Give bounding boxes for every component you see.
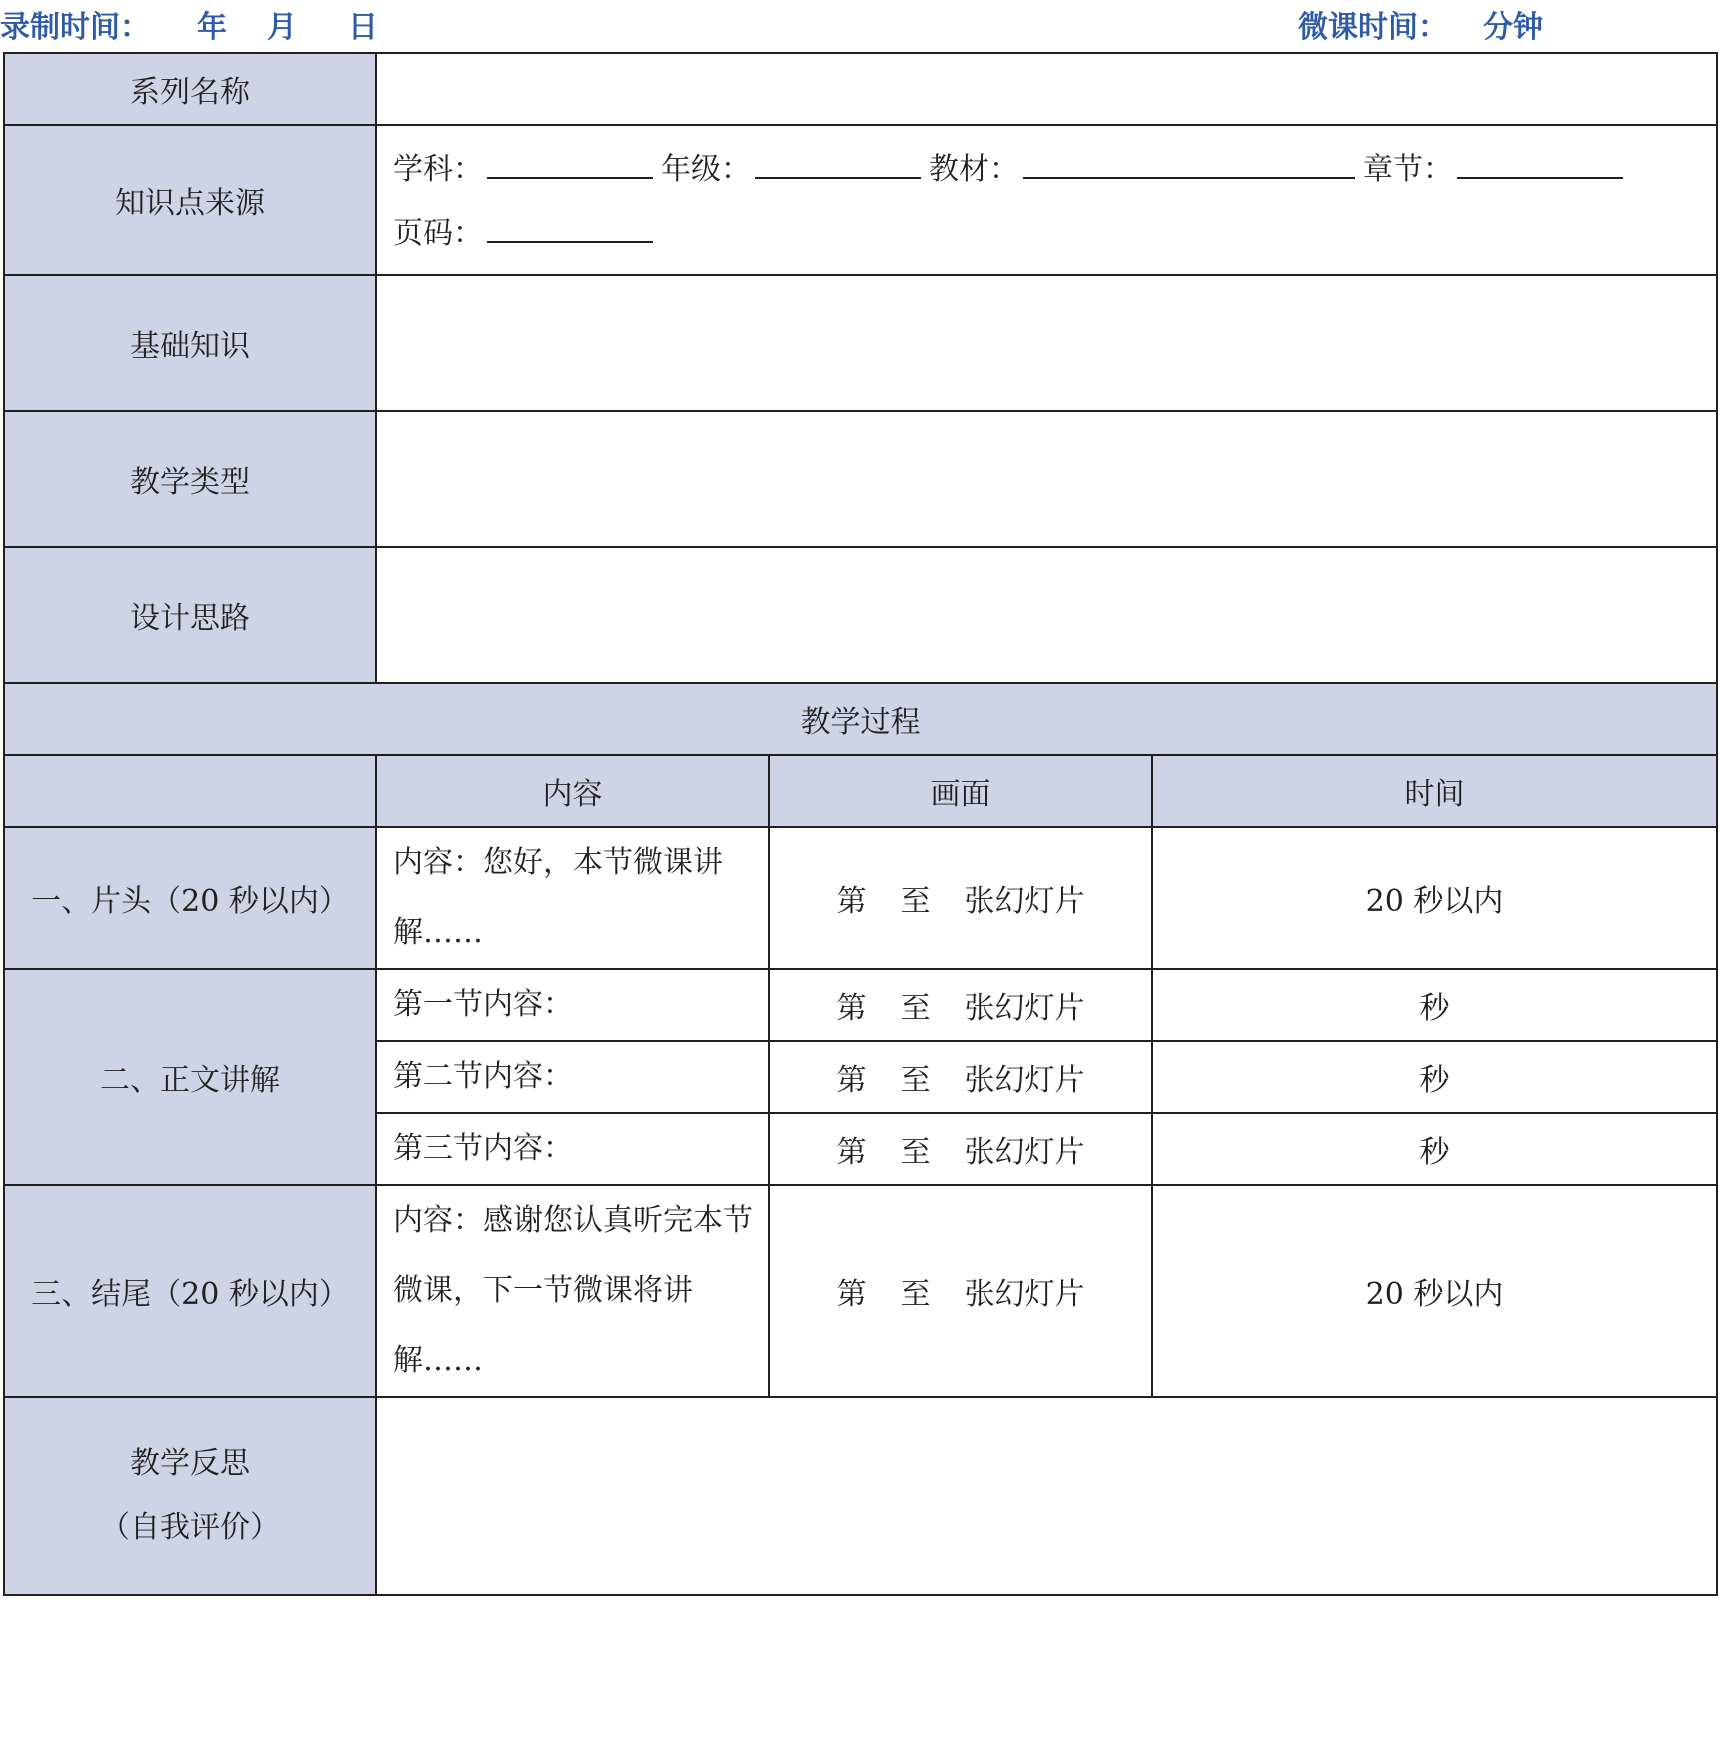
reflection-field[interactable]: [376, 1397, 1717, 1595]
micro-lesson-form: [3, 52, 1718, 1596]
ending-label: 三、结尾（20 秒以内）: [4, 1185, 376, 1397]
grade-blank[interactable]: [755, 153, 921, 179]
page-label: 页码：: [393, 216, 483, 251]
section-1-time: 秒: [1152, 969, 1717, 1041]
section-2-time: 秒: [1152, 1041, 1717, 1113]
subject-blank[interactable]: [487, 153, 653, 179]
series-name-label: 系列名称: [4, 53, 376, 125]
design-idea-field[interactable]: [376, 547, 1717, 683]
slide-to-word: 至: [900, 991, 931, 1026]
textbook-label: 教材：: [929, 152, 1019, 187]
section-3-time: 秒: [1152, 1113, 1717, 1185]
slide-first-word: 第: [836, 1277, 867, 1312]
micro-time-label: 微课时间：: [1298, 10, 1448, 45]
opening-content: 内容：您好，本节微课讲解……: [376, 827, 769, 969]
slide-to-word: 至: [900, 1135, 931, 1170]
slide-first-word: 第: [836, 884, 867, 919]
slide-tail-word: 张幻灯片: [964, 1277, 1085, 1312]
design-idea-label: 设计思路: [4, 547, 376, 683]
page-blank[interactable]: [487, 217, 653, 243]
section-3-content: 第三节内容：: [376, 1113, 769, 1185]
ending-time: 20 秒以内: [1152, 1185, 1717, 1397]
section-2-slides: [769, 1041, 1152, 1113]
teaching-type-label: 教学类型: [4, 411, 376, 547]
slide-tail-word: 张幻灯片: [964, 884, 1085, 919]
record-time-label: 录制时间：: [0, 10, 150, 45]
basic-knowledge-field[interactable]: [376, 275, 1717, 411]
basic-knowledge-label: 基础知识: [4, 275, 376, 411]
col-content-header: 内容: [376, 755, 769, 827]
col-picture-header: 画面: [769, 755, 1152, 827]
slide-first-word: 第: [836, 1135, 867, 1170]
chapter-label: 章节：: [1363, 152, 1453, 187]
reflection-title: 教学反思: [130, 1446, 250, 1481]
slide-tail-word: 张幻灯片: [964, 1063, 1085, 1098]
record-year: 年: [197, 10, 227, 45]
knowledge-source-field: [376, 125, 1717, 275]
body-label: 二、正文讲解: [4, 969, 376, 1185]
textbook-blank[interactable]: [1023, 153, 1355, 179]
col-time-header: 时间: [1152, 755, 1717, 827]
section-1-slides: [769, 969, 1152, 1041]
slide-tail-word: 张幻灯片: [964, 991, 1085, 1026]
ending-content: 内容：感谢您认真听完本节微课，下一节微课将讲解……: [376, 1185, 769, 1397]
reflection-subtitle: （自我评价）: [100, 1510, 280, 1545]
section-2-content: 第二节内容：: [376, 1041, 769, 1113]
micro-minutes: 分钟: [1483, 10, 1543, 45]
knowledge-source-label: 知识点来源: [4, 125, 376, 275]
chapter-blank[interactable]: [1457, 153, 1623, 179]
record-day: 日: [348, 10, 378, 45]
slide-to-word: 至: [900, 1063, 931, 1098]
ending-slides: [769, 1185, 1152, 1397]
slide-first-word: 第: [836, 1063, 867, 1098]
series-name-field[interactable]: [376, 53, 1717, 125]
slide-to-word: 至: [900, 1277, 931, 1312]
section-1-content: 第一节内容：: [376, 969, 769, 1041]
grade-label: 年级：: [661, 152, 751, 187]
section-3-slides: [769, 1113, 1152, 1185]
slide-first-word: 第: [836, 991, 867, 1026]
teaching-type-field[interactable]: [376, 411, 1717, 547]
source-line-2: [393, 208, 661, 252]
opening-time: 20 秒以内: [1152, 827, 1717, 969]
subject-label: 学科：: [393, 152, 483, 187]
teaching-process-heading: 教学过程: [4, 683, 1717, 755]
reflection-label: [4, 1397, 376, 1595]
form-header: [0, 0, 1720, 52]
process-corner-cell: [4, 755, 376, 827]
slide-to-word: 至: [900, 884, 931, 919]
slide-tail-word: 张幻灯片: [964, 1135, 1085, 1170]
record-month: 月: [267, 10, 297, 45]
opening-label: 一、片头（20 秒以内）: [4, 827, 376, 969]
source-line-1: [393, 144, 1631, 188]
opening-slides: [769, 827, 1152, 969]
